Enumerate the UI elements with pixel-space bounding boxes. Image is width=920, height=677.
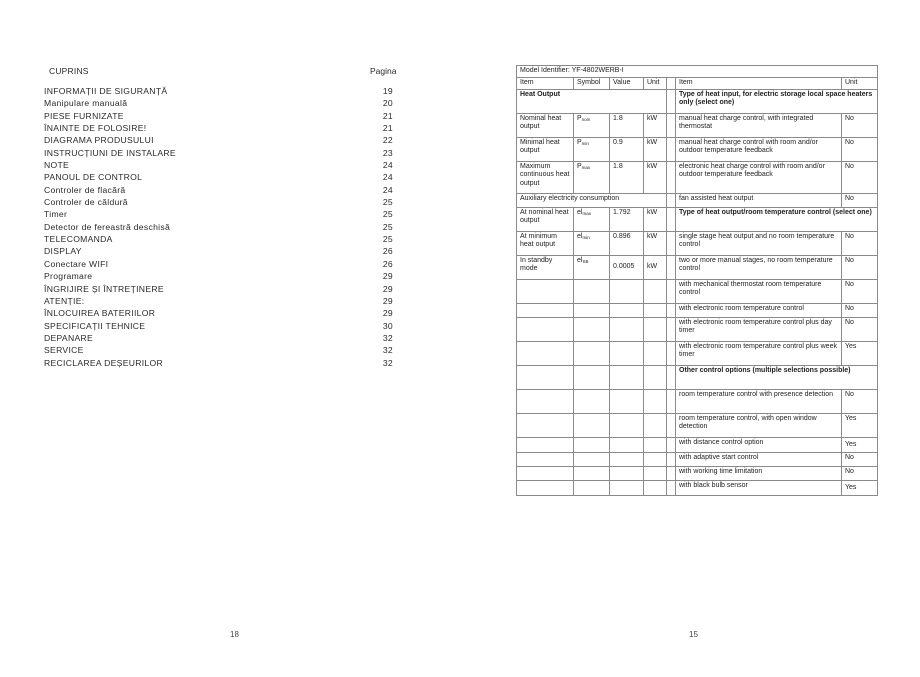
toc-entry-page: 26 [382, 258, 393, 269]
header-unit-right: Unit [842, 78, 878, 90]
standby-symbol: $el_{SB}$ [574, 256, 610, 280]
table-row [517, 208, 878, 232]
toc-entry-page: 32 [382, 345, 393, 356]
at-minimum-unit: kW [644, 232, 667, 256]
toc-entry-title: Manipulare manuală [44, 98, 128, 109]
toc-entry-page: 21 [382, 110, 393, 121]
toc-entry [44, 147, 396, 159]
toc-entry-page: 25 [382, 209, 393, 220]
nominal-unit: kW [644, 114, 667, 138]
other-option-unit: Yes [842, 481, 878, 496]
table-row [517, 414, 878, 438]
toc-entry [44, 85, 396, 97]
toc-entry-title: NOTE [44, 160, 70, 171]
toc-entry-page: 32 [382, 357, 393, 368]
toc-entry [44, 344, 396, 356]
toc-entry-page: 23 [382, 147, 393, 158]
toc-page-column-heading: Pagina [370, 66, 397, 76]
toc-entry-page: 26 [382, 246, 393, 257]
toc-entry [44, 110, 396, 122]
toc-entry-page: 29 [382, 283, 393, 294]
model-row [517, 66, 878, 78]
toc-entry-page: 29 [382, 308, 393, 319]
spec-table [516, 65, 878, 496]
heat-input-option: electronic heat charge control with room and/or outdoor temperature feedback [676, 162, 842, 194]
minimal-symbol: $P_{min}$ [574, 138, 610, 162]
at-nominal-symbol: $el_{max}$ [574, 208, 610, 232]
toc-entry [44, 357, 396, 369]
other-option-unit: Yes [842, 414, 878, 438]
other-option-unit: Yes [842, 438, 878, 453]
table-row [517, 467, 878, 481]
toc-entry [44, 270, 396, 282]
toc-entry [44, 258, 396, 270]
table-row [517, 481, 878, 496]
other-option: with distance control option [676, 438, 842, 453]
toc-entry-title: TELECOMANDA [44, 234, 113, 245]
room-control-option-unit: No [842, 280, 878, 304]
toc-entry [44, 320, 396, 332]
toc-entry-title: DISPLAY [44, 246, 82, 257]
at-minimum-item: At minimum heat output [517, 232, 574, 256]
room-control-option-unit: No [842, 256, 878, 280]
minimal-item: Minimal heat output [517, 138, 574, 162]
standby-unit: kW [644, 256, 667, 280]
room-control-option: with electronic room temperature control plus week timer [676, 342, 842, 366]
toc-entry [44, 221, 396, 233]
toc-entry-page: 32 [382, 332, 393, 343]
toc-entry [44, 122, 396, 134]
toc-entry-title: PIESE FURNIZATE [44, 110, 124, 121]
heat-input-option-unit: No [842, 114, 878, 138]
table-row [517, 90, 878, 114]
table-row [517, 342, 878, 366]
toc-entry [44, 134, 396, 146]
header-value: Value [610, 78, 644, 90]
toc-entry-title: ATENȚIE: [44, 295, 85, 306]
aux-title: Auxiliary electricity consumption [517, 194, 667, 208]
other-option: with adaptive start control [676, 453, 842, 467]
other-option: with working time limitation [676, 467, 842, 481]
toc-entry [44, 208, 396, 220]
toc-entry-page: 25 [382, 221, 393, 232]
standby-value: 0.0005 [610, 256, 644, 280]
table-row [517, 138, 878, 162]
toc-entry [44, 159, 396, 171]
other-option-unit: No [842, 390, 878, 414]
toc-entry [44, 171, 396, 183]
toc-entry-page: 24 [382, 172, 393, 183]
toc-entry-title: DEPANARE [44, 332, 94, 343]
toc-entry-page: 21 [382, 123, 393, 134]
toc-entry-title: Detector de fereastră deschisă [44, 221, 171, 232]
table-row [517, 438, 878, 453]
other-option-unit: No [842, 467, 878, 481]
nominal-item: Nominal heat output [517, 114, 574, 138]
toc-entry [44, 196, 396, 208]
toc-heading: CUPRINS [49, 66, 89, 76]
maximum-unit: kW [644, 162, 667, 194]
heat-input-option: manual heat charge control with room and/or outdoor temperature feedback [676, 138, 842, 162]
header-unit: Unit [644, 78, 667, 90]
at-minimum-symbol: $el_{min}$ [574, 232, 610, 256]
other-option: room temperature control, with open window detection [676, 414, 842, 438]
table-row [517, 256, 878, 280]
room-control-option: with electronic room temperature control plus day timer [676, 318, 842, 342]
minimal-unit: kW [644, 138, 667, 162]
toc-entry-title: ÎNAINTE DE FOLOSIRE! [44, 123, 147, 134]
toc-entry [44, 97, 396, 109]
toc-entry-title: Programare [44, 271, 93, 282]
maximum-symbol: $P_{max}$ [574, 162, 610, 194]
toc-entry-page: 29 [382, 295, 393, 306]
other-options-title: Other control options (multiple selections possible) [676, 366, 878, 390]
toc-entry-page: 19 [382, 86, 393, 96]
room-control-option-unit: Yes [842, 342, 878, 366]
toc-list [44, 85, 396, 369]
toc-entry-title: ÎNGRIJIRE ȘI ÎNTREȚINERE [44, 283, 164, 294]
other-option-unit: No [842, 453, 878, 467]
toc-entry-title: Controler de flacără [44, 184, 126, 195]
table-row [517, 318, 878, 342]
room-control-option-unit: No [842, 318, 878, 342]
toc-entry-page: 20 [382, 98, 393, 109]
heat-input-option: manual heat charge control, with integrated thermostat [676, 114, 842, 138]
minimal-value: 0.9 [610, 138, 644, 162]
room-control-option-unit: No [842, 304, 878, 318]
right-page-number: 15 [689, 630, 698, 639]
standby-item: In standby mode [517, 256, 574, 280]
toc-entry-title: INFORMAȚII DE SIGURANȚĂ [44, 86, 168, 96]
heat-input-option-unit: No [842, 138, 878, 162]
table-row [517, 194, 878, 208]
heat-input-option-unit: No [842, 194, 878, 208]
heat-input-option-unit: No [842, 162, 878, 194]
toc-entry-page: 24 [382, 160, 393, 171]
room-control-option-unit: No [842, 232, 878, 256]
toc-entry-page: 29 [382, 271, 393, 282]
toc-entry-page: 24 [382, 184, 393, 195]
toc-entry-title: INSTRUCȚIUNI DE INSTALARE [44, 147, 176, 158]
toc-entry [44, 332, 396, 344]
at-minimum-value: 0.896 [610, 232, 644, 256]
room-control-option: single stage heat output and no room temperature control [676, 232, 842, 256]
room-control-option: with mechanical thermostat room temperature control [676, 280, 842, 304]
toc-entry-title: DIAGRAMA PRODUSULUI [44, 135, 154, 146]
header-symbol: Symbol [574, 78, 610, 90]
toc-entry-title: Controler de căldură [44, 197, 128, 208]
room-control-title: Type of heat output/room temperature control (select one) [676, 208, 878, 232]
table-row [517, 366, 878, 390]
maximum-item: Maximum continuous heat output [517, 162, 574, 194]
table-row [517, 162, 878, 194]
table-row [517, 390, 878, 414]
toc-entry [44, 307, 396, 319]
header-row [517, 78, 878, 90]
nominal-value: 1.8 [610, 114, 644, 138]
toc-entry-title: Conectare WIFI [44, 258, 109, 269]
toc-entry [44, 233, 396, 245]
toc-entry [44, 283, 396, 295]
toc-entry-page: 25 [382, 234, 393, 245]
toc-entry-title: ÎNLOCUIREA BATERIILOR [44, 308, 156, 319]
toc-entry-title: SERVICE [44, 345, 84, 356]
toc-entry-page: 25 [382, 197, 393, 208]
other-option: room temperature control with presence detection [676, 390, 842, 414]
header-item: Item [517, 78, 574, 90]
at-nominal-value: 1.792 [610, 208, 644, 232]
heat-output-title: Heat Output [517, 90, 667, 114]
table-row [517, 304, 878, 318]
heat-input-title: Type of heat input, for electric storage local space heaters only (select one) [676, 90, 878, 114]
room-control-option: with electronic room temperature control [676, 304, 842, 318]
table-row [517, 280, 878, 304]
table-row [517, 453, 878, 467]
nominal-symbol: $P_{nom}$ [574, 114, 610, 138]
header-item-right: Item [676, 78, 842, 90]
heat-input-option: fan assisted heat output [676, 194, 842, 208]
other-option: with black bulb sensor [676, 481, 842, 496]
toc-entry-title: PANOUL DE CONTROL [44, 172, 143, 183]
toc-entry [44, 184, 396, 196]
toc-entry [44, 245, 396, 257]
table-row [517, 114, 878, 138]
toc-entry-page: 30 [382, 320, 393, 331]
model-identifier: Model Identifier: YF-4802WERB-I [517, 66, 878, 78]
toc-entry-title: SPECIFICAȚII TEHNICE [44, 320, 146, 331]
left-page-number: 18 [230, 630, 239, 639]
at-nominal-item: At nominal heat output [517, 208, 574, 232]
toc-entry [44, 295, 396, 307]
room-control-option: two or more manual stages, no room temperature control [676, 256, 842, 280]
table-row [517, 232, 878, 256]
toc-entry-page: 22 [382, 135, 393, 146]
toc-entry-title: Timer [44, 209, 68, 220]
toc-entry-title: RECICLAREA DEȘEURILOR [44, 357, 164, 368]
maximum-value: 1.8 [610, 162, 644, 194]
at-nominal-unit: kW [644, 208, 667, 232]
